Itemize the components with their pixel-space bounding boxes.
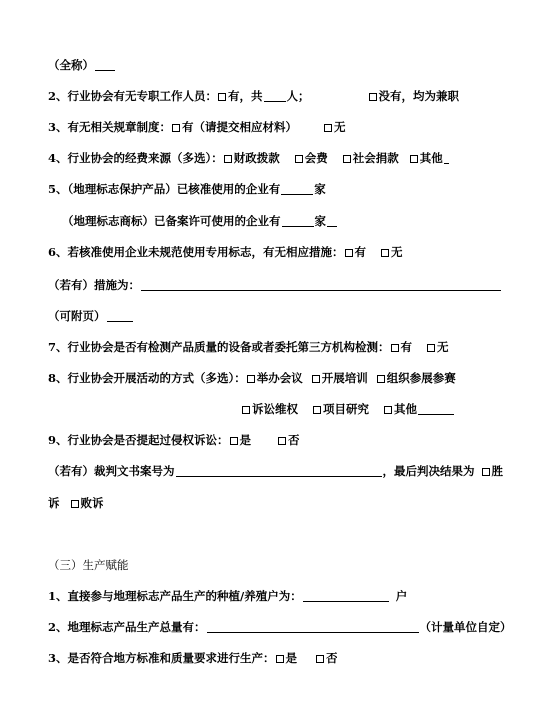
question-3-text: 3、有无相关规章制度： [48,120,172,134]
question-8-cont-line [241,400,455,418]
approved-enterprises-unit: 家 [314,182,326,196]
lawsuit-yes-label: 是 [239,433,251,447]
section-3-q2-line [48,618,512,636]
attachment-label: （可附页） [48,309,106,323]
activity-litigation-checkbox[interactable] [242,406,250,414]
activity-training-label: 开展培训 [321,371,368,385]
fullname-blank[interactable] [95,58,115,71]
attachment-line [48,307,134,325]
rules-no-label: 无 [334,120,346,134]
section-3-q1-line [48,587,407,605]
section-3-q2-text: 2、地理标志产品生产总量有： [48,620,206,634]
fullname-line [48,56,116,74]
judgment-cont-line [48,494,104,512]
judgment-line [48,462,503,480]
activity-training-checkbox[interactable] [312,375,320,383]
lawsuit-yes-checkbox[interactable] [230,437,238,445]
lawsuit-no-label: 否 [288,433,300,447]
funding-donation-checkbox[interactable] [343,155,351,163]
rules-no-checkbox[interactable] [324,124,332,132]
funding-finance-label: 财政拨款 [233,151,280,165]
measures-yes-checkbox[interactable] [345,249,353,257]
activity-other-blank[interactable] [418,402,454,415]
activity-research-checkbox[interactable] [313,406,321,414]
judgment-lose-label: 败诉 [80,496,104,510]
fullname-label: （全称） [48,58,94,72]
activity-exhibition-checkbox[interactable] [377,375,385,383]
judgment-lose-checkbox[interactable] [71,500,79,508]
measures-no-label: 无 [391,245,403,259]
rules-yes-label: 有（请提交相应材料） [182,120,298,134]
activity-exhibition-label: 组织参展参赛 [386,371,456,385]
trademark-enterprises-unit: 家 [314,214,326,228]
measures-line [48,276,502,294]
judgment-win-label: 胜 [491,464,503,478]
staff-yes-label: 有，共 [228,89,263,103]
question-8-line [48,369,456,387]
measures-no-checkbox[interactable] [381,249,389,257]
funding-other-checkbox[interactable] [410,155,418,163]
section-3-q3-line [48,649,338,667]
staff-no-label: 没有，均为兼职 [378,89,459,103]
question-6-text: 6、若核准使用企业未规范使用专用标志，有无相应措施： [48,245,344,259]
rules-yes-checkbox[interactable] [172,124,180,132]
trademark-text: （地理标志商标）已备案许可使用的企业有 [62,214,281,228]
testing-no-label: 无 [437,340,449,354]
question-7-text: 7、行业协会是否有检测产品质量的设备或者委托第三方机构检测： [48,340,390,354]
growers-unit: 户 [395,589,408,603]
production-total-blank[interactable] [207,620,419,633]
measures-label: （若有）措施为： [48,278,140,292]
judgment-label: （若有）裁判文书案号为 [48,464,175,478]
section-3-title [48,556,129,574]
question-9-text: 9、行业协会是否提起过侵权诉讼： [48,433,229,447]
question-2-line [48,87,459,105]
standard-yes-label: 是 [285,651,297,665]
funding-finance-checkbox[interactable] [224,155,232,163]
testing-yes-label: 有 [400,340,412,354]
approved-enterprises-blank[interactable] [281,182,313,195]
standard-no-label: 否 [326,651,338,665]
testing-yes-checkbox[interactable] [391,344,399,352]
question-9-line [48,431,300,449]
question-2-text: 2、行业协会有无专职工作人员： [48,89,217,103]
activity-meeting-label: 举办会议 [256,371,303,385]
judgment-result-label: ，最后判决结果为 [382,464,475,478]
judgment-win-tail: 诉 [48,496,60,510]
judgment-win-checkbox[interactable] [482,468,490,476]
question-7-line [48,338,449,356]
activity-meeting-checkbox[interactable] [247,375,255,383]
trademark-enterprises-blank[interactable] [282,214,314,227]
case-number-blank[interactable] [176,464,382,477]
staff-count-blank[interactable] [264,89,286,102]
trademark-tail-blank[interactable] [327,214,337,227]
activity-other-label: 其他 [394,402,417,416]
activity-litigation-label: 诉讼维权 [252,402,298,416]
question-3-line [48,118,346,136]
question-4-line [48,149,450,167]
growers-count-blank[interactable] [303,589,389,602]
activity-research-label: 项目研究 [323,402,369,416]
standard-yes-checkbox[interactable] [276,655,284,663]
question-8-text: 8、行业协会开展活动的方式（多选）： [48,371,246,385]
activity-other-checkbox[interactable] [384,406,392,414]
section-3-q3-text: 3、是否符合地方标准和质量要求进行生产： [48,651,275,665]
measures-blank[interactable] [141,278,501,291]
staff-unit-label: 人； [286,89,310,103]
funding-other-label: 其他 [419,151,443,165]
section-3-q1-text: 1、直接参与地理标志产品生产的种植/养殖户为： [48,589,302,603]
trademark-line [62,212,338,230]
question-4-text: 4、行业协会的经费来源（多选）： [48,151,223,165]
question-5-line [48,180,326,198]
funding-donation-label: 社会捐款 [352,151,399,165]
question-5-text: 5、（地理标志保护产品）已核准使用的企业有 [48,182,281,196]
production-unit: （计量单位自定） [419,620,512,634]
funding-fee-label: 会费 [304,151,328,165]
testing-no-checkbox[interactable] [427,344,435,352]
measures-yes-label: 有 [354,245,366,259]
section-3-heading: （三）生产赋能 [48,558,129,572]
attachment-blank[interactable] [107,309,133,322]
funding-other-blank[interactable] [444,151,449,164]
funding-fee-checkbox[interactable] [295,155,303,163]
question-6-line [48,243,403,261]
staff-yes-checkbox[interactable] [218,93,226,101]
standard-no-checkbox[interactable] [316,655,324,663]
staff-no-checkbox[interactable] [369,93,377,101]
lawsuit-no-checkbox[interactable] [278,437,286,445]
